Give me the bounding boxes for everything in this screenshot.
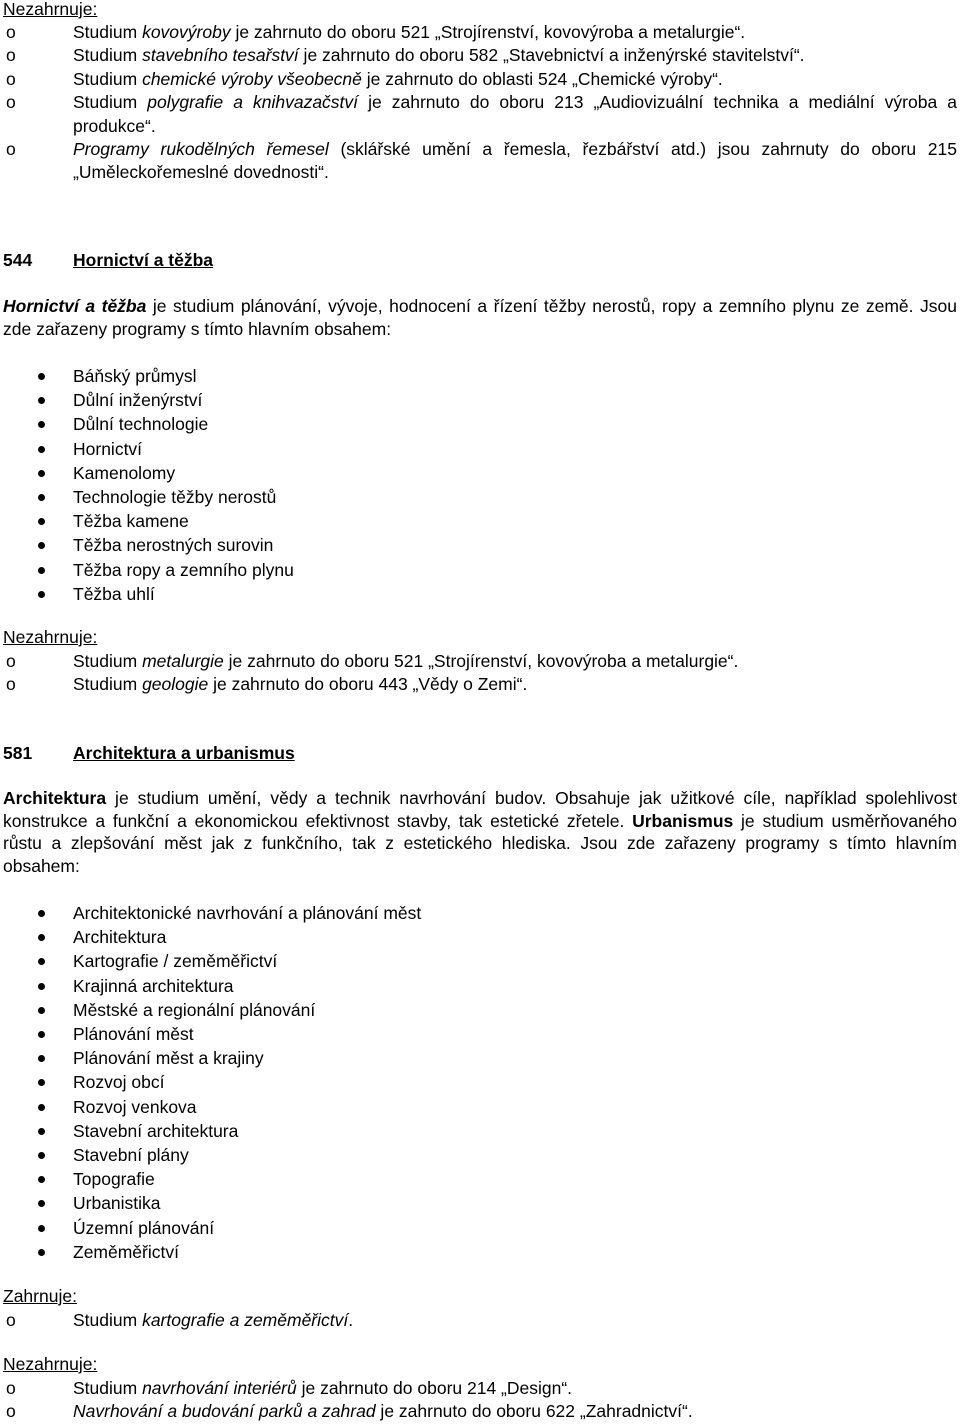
list-item: Těžba uhlí xyxy=(3,582,957,606)
bullet-icon xyxy=(38,1079,45,1086)
bullet-icon xyxy=(38,518,45,525)
top-exclusion-list xyxy=(3,21,957,185)
section-544-heading: 544 Hornictví a těžba xyxy=(3,250,214,270)
list-item: Rozvoj venkova xyxy=(3,1095,957,1119)
bullet-icon xyxy=(38,958,45,965)
list-item: Báňský průmysl xyxy=(3,364,957,388)
circle-bullet-icon: o xyxy=(6,139,16,160)
bullet-icon xyxy=(38,910,45,917)
list-item: Urbanistika xyxy=(3,1191,957,1215)
list-item: Kamenolomy xyxy=(3,461,957,485)
list-item: Zeměměřictví xyxy=(3,1240,957,1264)
list-item: Těžba kamene xyxy=(3,509,957,533)
list-item: Stavební plány xyxy=(3,1143,957,1167)
bullet-icon xyxy=(38,470,45,477)
circle-bullet-icon: o xyxy=(6,45,16,66)
section-581-exclusion-list xyxy=(3,1377,957,1424)
list-item: Důlní inženýrství xyxy=(3,388,957,412)
top-exclusion-label: Nezahrnuje: xyxy=(3,0,98,19)
bullet-icon xyxy=(38,542,45,549)
list-item: Rozvoj obcí xyxy=(3,1070,957,1094)
section-544-intro: Hornictví a těžba je studium plánování, vývoje, hodnocení a řízení těžby nerostů, ropy a zemního plynu ze země. Jsou zde zařazeny programy s tímto hlavním obsahem: xyxy=(3,296,957,339)
bullet-icon xyxy=(38,421,45,428)
list-item: o Studium navrhování interiérů je zahrnuto do oboru 214 „Design“. xyxy=(3,1377,957,1400)
bullet-icon xyxy=(38,1249,45,1256)
list-item: o Studium kartografie a zeměměřictví. xyxy=(3,1309,957,1332)
list-item: Architektonické navrhování a plánování měst xyxy=(3,901,957,925)
circle-bullet-icon: o xyxy=(6,1401,16,1422)
circle-bullet-icon: o xyxy=(6,68,16,89)
bullet-icon xyxy=(38,1104,45,1111)
bullet-icon xyxy=(38,591,45,598)
list-item: o Programy rukodělných řemesel (sklářské umění a řemesla, řezbářství atd.) jsou zahrnuty do oboru 215 „Uměleckořemeslné dovednosti“. xyxy=(6,139,957,183)
list-item: Topografie xyxy=(3,1167,957,1191)
list-item: Územní plánování xyxy=(3,1216,957,1240)
bullet-icon xyxy=(38,1200,45,1207)
list-item: Plánování měst a krajiny xyxy=(3,1046,957,1070)
list-item: o Studium stavebního tesařství je zahrnuto do oboru 582 „Stavebnictví a inženýrské stavitelství“. xyxy=(3,44,957,67)
circle-bullet-icon: o xyxy=(6,1310,16,1330)
circle-bullet-icon: o xyxy=(6,651,16,671)
bullet-icon xyxy=(38,1128,45,1135)
list-item: Plánování měst xyxy=(3,1022,957,1046)
section-581-heading: 581 Architektura a urbanismus xyxy=(3,743,295,763)
list-item: o Studium chemické výroby všeobecně je zahrnuto do oblasti 524 „Chemické výroby“. xyxy=(3,68,957,91)
list-item: Těžba ropy a zemního plynu xyxy=(3,558,957,582)
list-item: o Studium polygrafie a knihvazačství je zahrnuto do oboru 213 „Audiovizuální technika a mediální výroba a produkce“. xyxy=(6,92,957,136)
bullet-icon xyxy=(38,446,45,453)
bullet-icon xyxy=(38,1152,45,1159)
bullet-icon xyxy=(38,1007,45,1014)
section-544-exclusion-list xyxy=(3,650,957,697)
list-item: o Studium geologie je zahrnuto do oboru 443 „Vědy o Zemi“. xyxy=(3,673,957,696)
list-item: Krajinná architektura xyxy=(3,974,957,998)
circle-bullet-icon: o xyxy=(6,1378,16,1398)
section-581-program-list xyxy=(3,901,957,1264)
bullet-icon xyxy=(38,1225,45,1232)
bullet-icon xyxy=(38,934,45,941)
circle-bullet-icon: o xyxy=(6,92,16,113)
section-581-intro: Architektura je studium umění, vědy a technik navrhování budov. Obsahuje jak užitkové cíle, například spolehlivost konstrukce a funkční a ekonomickou efektivnost stavby, tak estetické zřetele. Urbanismus je studium usměrňovaného růstu a zlepšování měst jak z funkčního, tak z estetického hlediska. Jsou zde zařazeny programy s tímto hlavním obsahem: xyxy=(3,788,958,876)
bullet-icon xyxy=(38,983,45,990)
bullet-icon xyxy=(38,397,45,404)
list-item: Stavební architektura xyxy=(3,1119,957,1143)
list-item: Technologie těžby nerostů xyxy=(3,485,957,509)
section-581-exclusion-label: Nezahrnuje: xyxy=(3,1354,98,1374)
bullet-icon xyxy=(38,373,45,380)
list-item: Architektura xyxy=(3,925,957,949)
list-item: Hornictví xyxy=(3,437,957,461)
circle-bullet-icon: o xyxy=(6,674,16,695)
bullet-icon xyxy=(38,567,45,574)
list-item: Kartografie / zeměměřictví xyxy=(3,949,957,973)
section-581-inclusion-list xyxy=(3,1309,957,1332)
list-item: o Studium kovovýroby je zahrnuto do oboru 521 „Strojírenství, kovovýroba a metalurgie“. xyxy=(3,21,957,44)
circle-bullet-icon: o xyxy=(6,22,16,42)
section-581-inclusion-label: Zahrnuje: xyxy=(3,1286,77,1306)
list-item: o Studium metalurgie je zahrnuto do oboru 521 „Strojírenství, kovovýroba a metalurgie“. xyxy=(3,650,957,673)
bullet-icon xyxy=(38,1176,45,1183)
section-544-program-list xyxy=(3,364,957,606)
list-item: Městské a regionální plánování xyxy=(3,998,957,1022)
bullet-icon xyxy=(38,494,45,501)
bullet-icon xyxy=(38,1055,45,1062)
list-item: o Navrhování a budování parků a zahrad je zahrnuto do oboru 622 „Zahradnictví“. xyxy=(3,1400,957,1423)
list-item: Důlní technologie xyxy=(3,412,957,436)
bullet-icon xyxy=(38,1031,45,1038)
list-item: Těžba nerostných surovin xyxy=(3,533,957,557)
section-544-exclusion-label: Nezahrnuje: xyxy=(3,627,98,647)
